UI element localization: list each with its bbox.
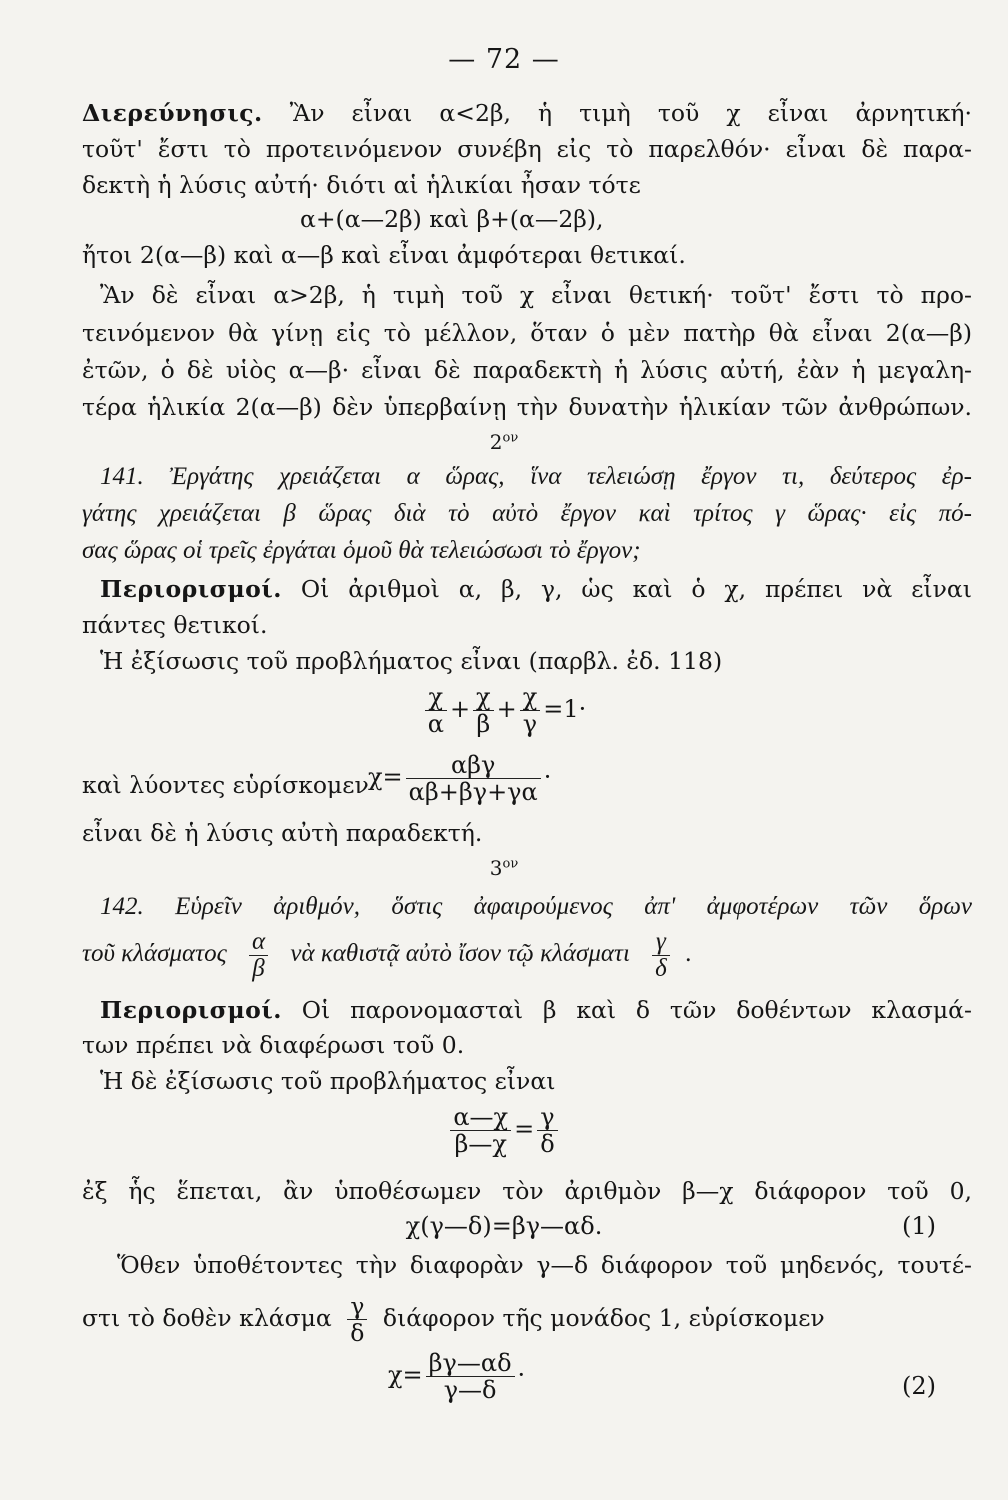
discussion-text-1: Ἂν εἶναι α<2β, ἡ τιμὴ τοῦ χ εἶναι ἀρνητική· [289, 99, 972, 127]
equation-rhs: =1· [543, 695, 587, 723]
fraction-x-over-g: $\frac{\chi}{\gamma}$ [520, 684, 541, 737]
problem-142-text-a: τοῦ κλάσματος [82, 940, 227, 967]
problem-142-line-2 [82, 926, 972, 982]
discussion-line-9: τέρα ἡλικία 2(α—β) δὲν ὑπερβαίνῃ τὴν δυνατὴν ἡλικίαν τῶν ἀνθρώπων. [82, 393, 972, 421]
plus-sign: + [449, 695, 471, 723]
solution-141 [368, 752, 551, 805]
acceptance-141: εἶναι δὲ ἡ λύσις αὐτὴ παραδεκτή. [82, 819, 483, 847]
reasoning-text-b: διάφορον τῆς μονάδος 1, εὑρίσκομεν [382, 1304, 825, 1332]
discussion-line-6: Ἂν δὲ εἶναι α>2β, ἡ τιμὴ τοῦ χ εἶναι θετική· τοῦτ' ἔστι τὸ προ- [100, 281, 972, 309]
section-2-suffix: ον [502, 430, 519, 446]
equation-1: χ(γ—δ)=βγ—αδ. [405, 1212, 603, 1240]
discussion-line-5: ἤτοι 2(α—β) καὶ α—β καὶ εἶναι ἀμφότεραι θετικαί. [82, 241, 686, 269]
equation-intro-141: Ἡ ἐξίσωσις τοῦ προβλήματος εἶναι (παρβλ. ἐδ. 118) [100, 647, 723, 675]
reasoning-text-a: στι τὸ δοθὲν κλάσμα [82, 1304, 332, 1332]
equation-142 [0, 1104, 1008, 1157]
section-heading-3 [0, 856, 1008, 880]
discussion-line-7: τεινόμενον θὰ γίνῃ εἰς τὸ μέλλον, ὅταν ὁ μὲν πατὴρ θὰ εἶναι 2(α—β) [82, 319, 972, 347]
section-3-number: 3 [489, 856, 503, 880]
problem-142-text-b: νὰ καθιστᾷ αὐτὸ ἴσον τῷ κλάσματι [290, 940, 630, 967]
discussion-line-3: δεκτὴ ἡ λύσις αὐτή· διότι αἱ ἡλικίαι ἦσαν τότε [82, 171, 641, 199]
fraction-x-over-b: $\frac{\chi}{\beta}$ [473, 684, 494, 737]
equation-2-lhs: χ= [388, 1361, 423, 1389]
equation-2-label: (2) [902, 1372, 936, 1400]
discussion-label: Διερεύνησις. [82, 99, 263, 127]
constraints-141-label: Περιορισμοί. [100, 575, 282, 603]
constraints-142-text: Οἱ παρονομασταὶ β καὶ δ τῶν δοθέντων κλασμά- [301, 996, 972, 1024]
section-3-suffix: ον [502, 856, 519, 872]
fraction-g-over-d: $\frac{\gamma}{\delta}$ [652, 929, 670, 982]
problem-142-period: . [685, 940, 693, 967]
equation-2 [388, 1350, 525, 1403]
fraction-left: $\frac{\alpha—\chi}{\beta—\chi}$ [450, 1104, 511, 1157]
plus-sign: + [496, 695, 517, 723]
problem-141-line-2: γάτης χρειάζεται β ὥρας διὰ τὸ αὐτὸ ἔργον καὶ τρίτος γ ὥρας· εἰς πό- [82, 500, 972, 527]
equals-sign: = [514, 1115, 535, 1143]
equation-1-label: (1) [902, 1212, 936, 1240]
solution-end: · [543, 763, 552, 791]
derivation-line-142: ἐξ ἧς ἕπεται, ἂν ὑποθέσωμεν τὸν ἀριθμὸν β—χ διάφορον τοῦ 0, [82, 1177, 972, 1205]
problem-142-line-1: 142. Εὑρεῖν ἀριθμόν, ὅστις ἀφαιρούμενος ἀπ' ἀμφοτέρων τῶν ὅρων [100, 893, 972, 920]
discussion-line-8: ἐτῶν, ὁ δὲ υἱὸς α—β· εἶναι δὲ παραδεκτὴ ἡ λύσις αὐτή, ἐὰν ἡ μεγαλη- [82, 356, 972, 384]
constraints-142-line [100, 995, 972, 1025]
fraction-g-over-d-2: $\frac{\gamma}{\delta}$ [347, 1293, 367, 1346]
equation-2-end: · [517, 1361, 526, 1389]
reasoning-line-142: Ὅθεν ὑποθέτοντες τὴν διαφορὰν γ—δ διάφορον τοῦ μηδενός, τουτέ- [117, 1251, 972, 1279]
discussion-line-1 [82, 98, 972, 128]
solution-intro-141: καὶ λύοντες εὑρίσκομεν [82, 771, 369, 799]
constraints-141-line-2: πάντες θετικοί. [82, 611, 268, 639]
constraints-141-text: Οἱ ἀριθμοὶ α, β, γ, ὡς καὶ ὁ χ, πρέπει νὰ εἶναι [300, 575, 972, 603]
fraction-x-over-a: $\frac{\chi}{\alpha}$ [425, 684, 447, 737]
equation-2-fraction: $\frac{\beta\gamma—\alpha\delta}{\gamma—\delta}$ [426, 1350, 515, 1403]
constraints-142-line-2: των πρέπει νὰ διαφέρωσι τοῦ 0. [82, 1031, 465, 1059]
equation-141 [0, 684, 1008, 737]
section-heading-2 [0, 430, 1008, 454]
constraints-142-label: Περιορισμοί. [100, 996, 282, 1024]
page-number: — 72 — [448, 44, 560, 75]
solution-lhs: χ= [368, 763, 403, 791]
problem-141-line-1: 141. Ἐργάτης χρειάζεται α ὥρας, ἵνα τελειώσῃ ἔργον τι, δεύτερος ἐρ- [100, 463, 972, 490]
fraction-right: $\frac{\gamma}{\delta}$ [537, 1104, 557, 1157]
fraction-a-over-b: $\frac{\alpha}{\beta}$ [249, 929, 268, 982]
discussion-expression: α+(α—2β) καὶ β+(α—2β), [300, 205, 604, 233]
section-2-number: 2 [489, 430, 503, 454]
solution-fraction: $\frac{\text{αβγ}}{\alpha\beta+\beta\gamma+\gamma\alpha}$ [406, 752, 541, 805]
discussion-line-2: τοῦτ' ἔστι τὸ προτεινόμενον συνέβη εἰς τὸ παρελθόν· εἶναι δὲ παρα- [82, 135, 972, 163]
equation-intro-142: Ἡ δὲ ἐξίσωσις τοῦ προβλήματος εἶναι [100, 1067, 556, 1095]
reasoning-line-142-b [82, 1290, 972, 1346]
problem-141-line-3: σας ὥρας οἱ τρεῖς ἐργάται ὁμοῦ θὰ τελειώσωσι τὸ ἔργον; [82, 537, 641, 564]
constraints-141-line [100, 574, 972, 604]
